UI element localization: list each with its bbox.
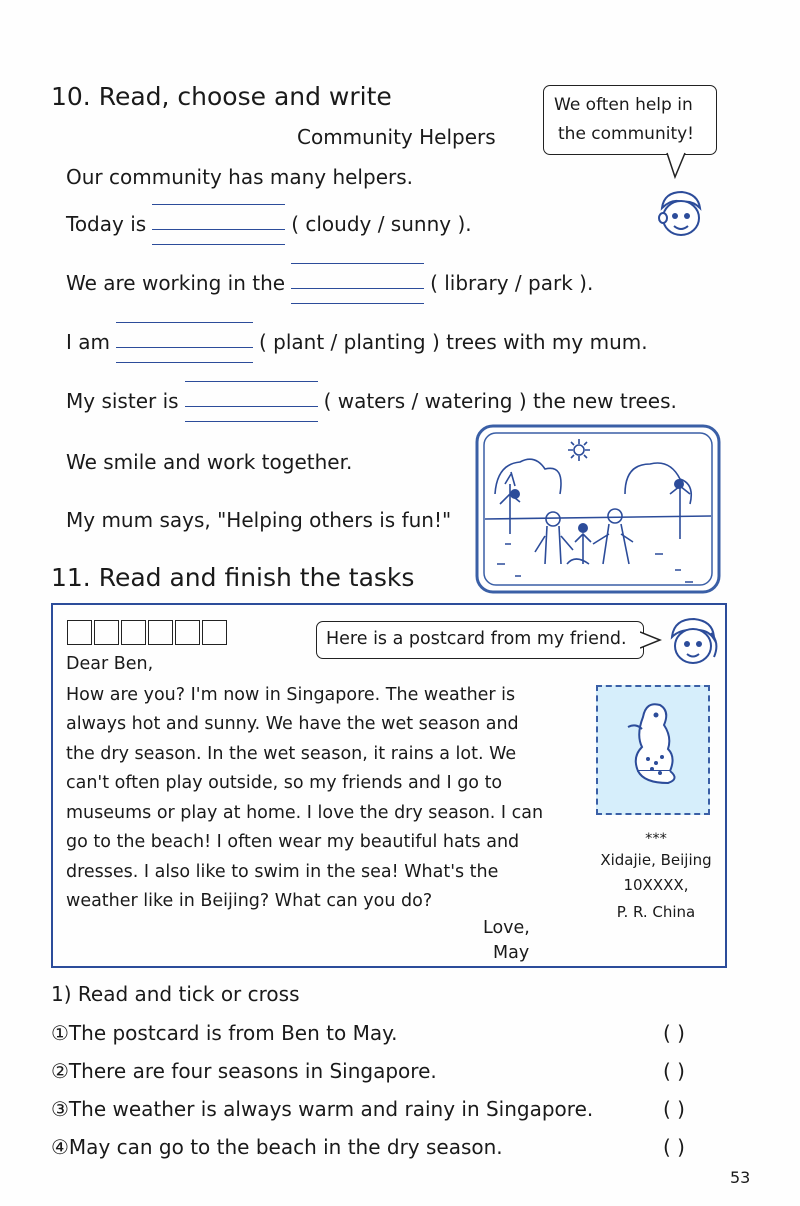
bubble-tail xyxy=(665,151,689,181)
section-10-title: 10. Read, choose and write xyxy=(51,82,392,111)
address-line: 10XXXX, xyxy=(623,876,689,894)
postcode-box[interactable] xyxy=(121,620,146,645)
sentence-2-choice: ( library / park ). xyxy=(430,271,594,295)
statement-3: ③The weather is always warm and rainy in Singapore. xyxy=(51,1097,594,1121)
statement-2: ②There are four seasons in Singapore. xyxy=(51,1059,437,1083)
postcard-closing: Love, xyxy=(483,918,530,938)
sentence-2-text: We are working in the xyxy=(66,271,286,295)
postcard-line: can't often play outside, so my friends and I go to xyxy=(66,773,503,793)
speech-bubble xyxy=(543,85,717,155)
section-11-title: 11. Read and finish the tasks xyxy=(51,563,415,592)
answer-bracket-4[interactable]: ( ) xyxy=(663,1135,685,1159)
postcard-line: How are you? I'm now in Singapore. The weather is xyxy=(66,685,516,705)
address-line: Xidajie, Beijing xyxy=(600,851,712,869)
girl-icon xyxy=(664,613,722,671)
postcard-line: always hot and sunny. We have the wet season and xyxy=(66,714,519,734)
story-line-5: We smile and work together. xyxy=(66,450,353,474)
postcard-speech-bubble xyxy=(316,621,644,659)
boy-icon xyxy=(652,186,708,242)
postcard-signature: May xyxy=(493,943,530,963)
answer-blank-1[interactable] xyxy=(152,204,285,244)
address-line: *** xyxy=(645,831,667,847)
postcard-line: weather like in Beijing? What can you do? xyxy=(66,891,433,911)
postcode-box[interactable] xyxy=(202,620,227,645)
postcard-bubble-text: Here is a postcard from my friend. xyxy=(326,629,627,649)
postcard-bubble-tail xyxy=(640,628,662,652)
postcode-box[interactable] xyxy=(94,620,119,645)
merlion-stamp xyxy=(596,685,710,815)
statement-1: ①The postcard is from Ben to May. xyxy=(51,1021,398,1045)
sentence-3-choice: ( plant / planting ) trees with my mum. xyxy=(259,330,648,354)
statement-4: ④May can go to the beach in the dry season. xyxy=(51,1135,503,1159)
planting-trees-illustration xyxy=(475,424,721,594)
bubble-line-2: the community! xyxy=(558,124,694,144)
sentence-3 xyxy=(66,322,648,362)
sentence-3-text: I am xyxy=(66,330,110,354)
postcard-greeting: Dear Ben, xyxy=(66,654,154,674)
answer-bracket-2[interactable]: ( ) xyxy=(663,1059,685,1083)
sentence-1-choice: ( cloudy / sunny ). xyxy=(291,212,472,236)
postcode-box[interactable] xyxy=(67,620,92,645)
answer-blank-4[interactable] xyxy=(185,381,318,421)
story-intro: Our community has many helpers. xyxy=(66,165,413,189)
story-title: Community Helpers xyxy=(297,125,496,149)
postcard-line: the dry season. In the wet season, it rains a lot. We xyxy=(66,744,517,764)
bubble-line-1: We often help in xyxy=(554,95,693,115)
task-1-title: 1) Read and tick or cross xyxy=(51,982,300,1006)
postcard-line: dresses. I also like to swim in the sea! What's the xyxy=(66,862,499,882)
address-line: P. R. China xyxy=(616,903,696,921)
sentence-2 xyxy=(66,263,593,303)
postcode-box[interactable] xyxy=(148,620,173,645)
sentence-4-text: My sister is xyxy=(66,389,179,413)
postcode-box[interactable] xyxy=(175,620,200,645)
merlion-icon xyxy=(598,687,704,809)
page-number: 53 xyxy=(730,1168,751,1187)
sentence-4 xyxy=(66,381,677,421)
sentence-1-text: Today is xyxy=(66,212,147,236)
sentence-1 xyxy=(66,204,472,244)
postcard-line: go to the beach! I often wear my beautiful hats and xyxy=(66,832,520,852)
postcard-line: museums or play at home. I love the dry season. I can xyxy=(66,803,544,823)
answer-blank-2[interactable] xyxy=(291,263,424,303)
answer-bracket-1[interactable]: ( ) xyxy=(663,1021,685,1045)
postcode-boxes[interactable] xyxy=(67,620,229,649)
answer-bracket-3[interactable]: ( ) xyxy=(663,1097,685,1121)
sentence-4-choice: ( waters / watering ) the new trees. xyxy=(323,389,677,413)
answer-blank-3[interactable] xyxy=(116,322,253,362)
story-line-6: My mum says, "Helping others is fun!" xyxy=(66,508,452,532)
